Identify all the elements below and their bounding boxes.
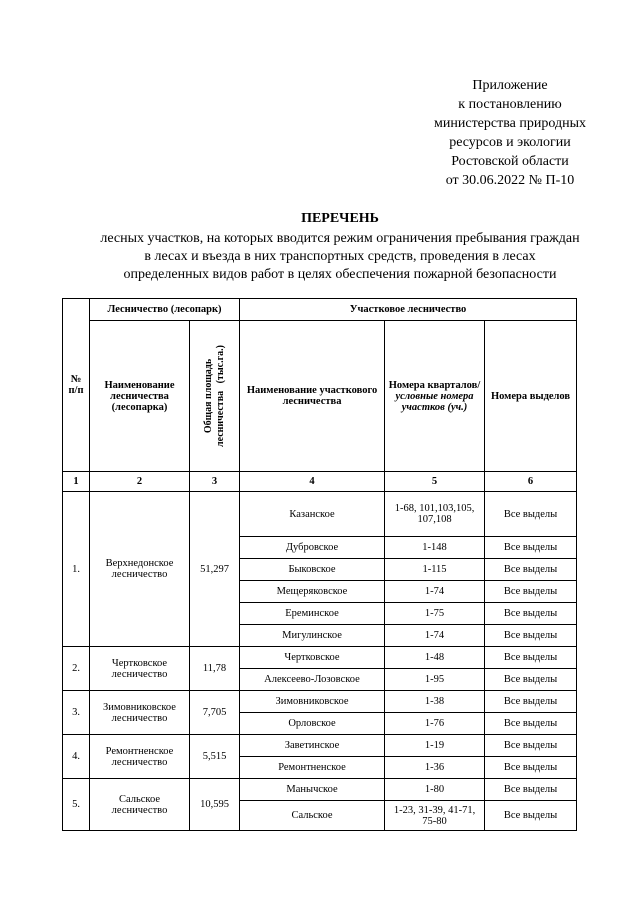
plot-numbers: Все выделы bbox=[485, 537, 577, 559]
appendix-line: Ростовской области bbox=[451, 154, 569, 169]
table-row bbox=[63, 647, 577, 669]
quarter-numbers: 1-48 bbox=[385, 647, 485, 669]
row-number: 5. bbox=[63, 779, 90, 831]
plot-numbers: Все выделы bbox=[485, 581, 577, 603]
forestry-area: 11,78 bbox=[190, 647, 240, 691]
subtitle-line: определенных видов работ в целях обеспечения пожарной безопасности bbox=[123, 267, 557, 282]
column-number: 1 bbox=[63, 472, 90, 492]
subtitle-line: в лесах и въезда в них транспортных средств, проведения в лесах bbox=[144, 249, 536, 264]
appendix-line: министерства природных bbox=[434, 116, 586, 131]
district-name: Мигулинское bbox=[240, 625, 385, 647]
plot-numbers: Все выделы bbox=[485, 779, 577, 801]
document-subtitle bbox=[50, 230, 630, 284]
row-number: 2. bbox=[63, 647, 90, 691]
header-quarters-label: Номера кварталов/ bbox=[388, 379, 481, 391]
subtitle-line: лесных участков, на которых вводится режим ограничения пребывания граждан bbox=[100, 231, 580, 246]
district-name: Мещеряковское bbox=[240, 581, 385, 603]
quarter-numbers: 1-80 bbox=[385, 779, 485, 801]
table-row bbox=[63, 735, 577, 757]
forestry-area: 7,705 bbox=[190, 691, 240, 735]
plot-numbers: Все выделы bbox=[485, 801, 577, 831]
header-quarters-italic: условные номера участков (уч.) bbox=[395, 390, 474, 413]
district-name: Алексеево-Лозовское bbox=[240, 669, 385, 691]
district-name: Дубровское bbox=[240, 537, 385, 559]
district-name: Орловское bbox=[240, 713, 385, 735]
appendix-line: от 30.06.2022 № П-10 bbox=[445, 173, 575, 188]
document-title: ПЕРЕЧЕНЬ bbox=[301, 211, 379, 226]
table-body bbox=[63, 492, 577, 831]
plot-numbers: Все выделы bbox=[485, 669, 577, 691]
district-name: Сальское bbox=[240, 801, 385, 831]
plot-numbers: Все выделы bbox=[485, 757, 577, 779]
appendix-line: к постановлению bbox=[458, 97, 562, 112]
forestry-table bbox=[62, 298, 577, 831]
header-num: № п/п bbox=[63, 299, 90, 472]
header-plots: Номера выделов bbox=[485, 321, 577, 472]
forestry-name: Чертковское лесничество bbox=[90, 647, 190, 691]
district-name: Манычское bbox=[240, 779, 385, 801]
quarter-numbers: 1-38 bbox=[385, 691, 485, 713]
plot-numbers: Все выделы bbox=[485, 735, 577, 757]
quarter-numbers: 1-36 bbox=[385, 757, 485, 779]
column-number: 6 bbox=[485, 472, 577, 492]
plot-numbers: Все выделы bbox=[485, 647, 577, 669]
forestry-area: 5,515 bbox=[190, 735, 240, 779]
header-forestry-name: Наименование лесничества (лесопарка) bbox=[90, 321, 190, 472]
forestry-area: 10,595 bbox=[190, 779, 240, 831]
quarter-numbers: 1-19 bbox=[385, 735, 485, 757]
header-area-line: Общая площадь bbox=[202, 358, 214, 434]
district-name: Казанское bbox=[240, 492, 385, 537]
forestry-name: Ремонтненское лесничество bbox=[90, 735, 190, 779]
column-number: 5 bbox=[385, 472, 485, 492]
row-number: 1. bbox=[63, 492, 90, 647]
header-forestry-group: Лесничество (лесопарк) bbox=[90, 299, 240, 321]
table-row bbox=[63, 779, 577, 801]
row-number: 3. bbox=[63, 691, 90, 735]
district-name: Ереминское bbox=[240, 603, 385, 625]
district-name: Заветинское bbox=[240, 735, 385, 757]
header-quarters bbox=[385, 321, 485, 472]
quarter-numbers: 1-76 bbox=[385, 713, 485, 735]
forestry-name: Верхнедонское лесничество bbox=[90, 492, 190, 647]
plot-numbers: Все выделы bbox=[485, 691, 577, 713]
plot-numbers: Все выделы bbox=[485, 603, 577, 625]
district-name: Быковское bbox=[240, 559, 385, 581]
appendix-line: Приложение bbox=[472, 78, 548, 93]
appendix-line: ресурсов и экологии bbox=[449, 135, 571, 150]
quarter-numbers: 1-75 bbox=[385, 603, 485, 625]
plot-numbers: Все выделы bbox=[485, 625, 577, 647]
district-name: Зимовниковское bbox=[240, 691, 385, 713]
quarter-numbers: 1-115 bbox=[385, 559, 485, 581]
district-name: Ремонтненское bbox=[240, 757, 385, 779]
quarter-numbers: 1-23, 31-39, 41-71, 75-80 bbox=[385, 801, 485, 831]
table-row bbox=[63, 492, 577, 537]
quarter-numbers: 1-148 bbox=[385, 537, 485, 559]
column-number: 2 bbox=[90, 472, 190, 492]
header-district-group: Участковое лесничество bbox=[240, 299, 577, 321]
forestry-name: Сальское лесничество bbox=[90, 779, 190, 831]
quarter-numbers: 1-74 bbox=[385, 625, 485, 647]
district-name: Чертковское bbox=[240, 647, 385, 669]
column-number: 4 bbox=[240, 472, 385, 492]
header-district-name: Наименование участкового лесничества bbox=[240, 321, 385, 472]
column-number: 3 bbox=[190, 472, 240, 492]
header-area-text bbox=[203, 345, 227, 447]
quarter-numbers: 1-68, 101,103,105, 107,108 bbox=[385, 492, 485, 537]
table-row bbox=[63, 691, 577, 713]
row-number: 4. bbox=[63, 735, 90, 779]
quarter-numbers: 1-95 bbox=[385, 669, 485, 691]
plot-numbers: Все выделы bbox=[485, 713, 577, 735]
quarter-numbers: 1-74 bbox=[385, 581, 485, 603]
forestry-area: 51,297 bbox=[190, 492, 240, 647]
plot-numbers: Все выделы bbox=[485, 559, 577, 581]
appendix-block bbox=[410, 76, 610, 190]
header-area-line: лесничества (тыс.га.) bbox=[214, 345, 226, 447]
plot-numbers: Все выделы bbox=[485, 492, 577, 537]
forestry-name: Зимовниковское лесничество bbox=[90, 691, 190, 735]
header-area bbox=[190, 321, 240, 472]
